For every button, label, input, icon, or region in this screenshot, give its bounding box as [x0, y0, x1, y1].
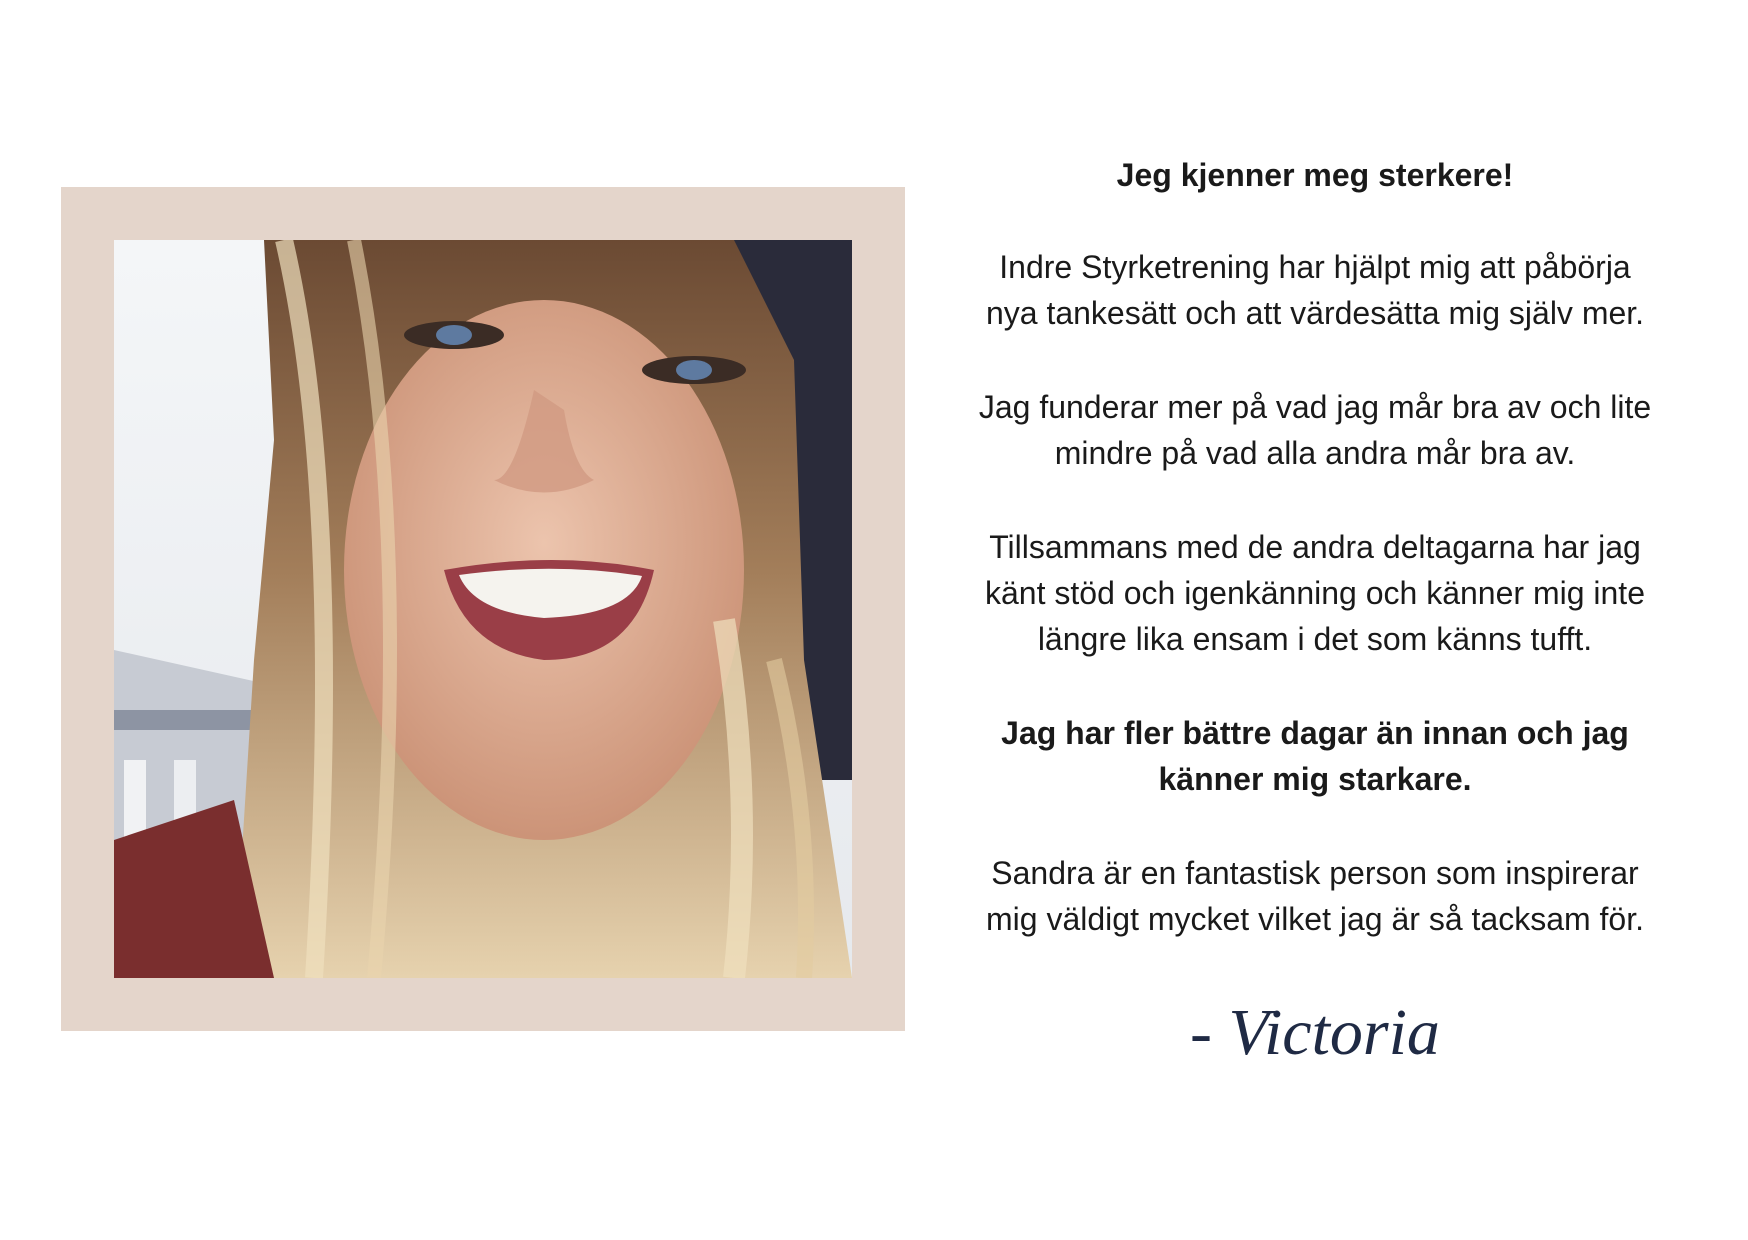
- paragraph-line: mindre på vad alla andra mår bra av.: [1054, 435, 1576, 471]
- photo-frame: [61, 187, 905, 1031]
- paragraph-line: Tillsammans med de andra deltagarna har jag: [989, 529, 1641, 565]
- testimonial-paragraph: [920, 244, 1710, 336]
- testimonial-text: [920, 152, 1710, 990]
- testimonial-paragraph: [920, 384, 1710, 476]
- paragraph-line: längre lika ensam i det som känns tufft.: [1037, 621, 1593, 657]
- paragraph-line: mig väldigt mycket vilket jag är så tacksam för.: [986, 901, 1644, 937]
- testimonial-paragraph: [920, 524, 1710, 662]
- testimonial-heading: Jeg kjenner meg sterkere!: [1116, 157, 1514, 193]
- paragraph-line: känt stöd och igenkänning och känner mig inte: [985, 575, 1645, 611]
- paragraph-line: känner mig starkare.: [1158, 761, 1472, 797]
- signature: - Victoria: [1190, 996, 1440, 1069]
- paragraph-line: Jag funderar mer på vad jag mår bra av och lite: [978, 389, 1652, 425]
- paragraph-line: Sandra är en fantastisk person som inspirerar: [991, 855, 1639, 891]
- portrait-photo: [114, 240, 852, 978]
- testimonial-highlight: [920, 710, 1710, 802]
- testimonial-paragraph: [920, 850, 1710, 942]
- paragraph-line: Indre Styrketrening har hjälpt mig att påbörja: [999, 249, 1631, 285]
- paragraph-line: Jag har fler bättre dagar än innan och jag: [1001, 715, 1629, 751]
- paragraph-line: nya tankesätt och att värdesätta mig själv mer.: [985, 295, 1645, 331]
